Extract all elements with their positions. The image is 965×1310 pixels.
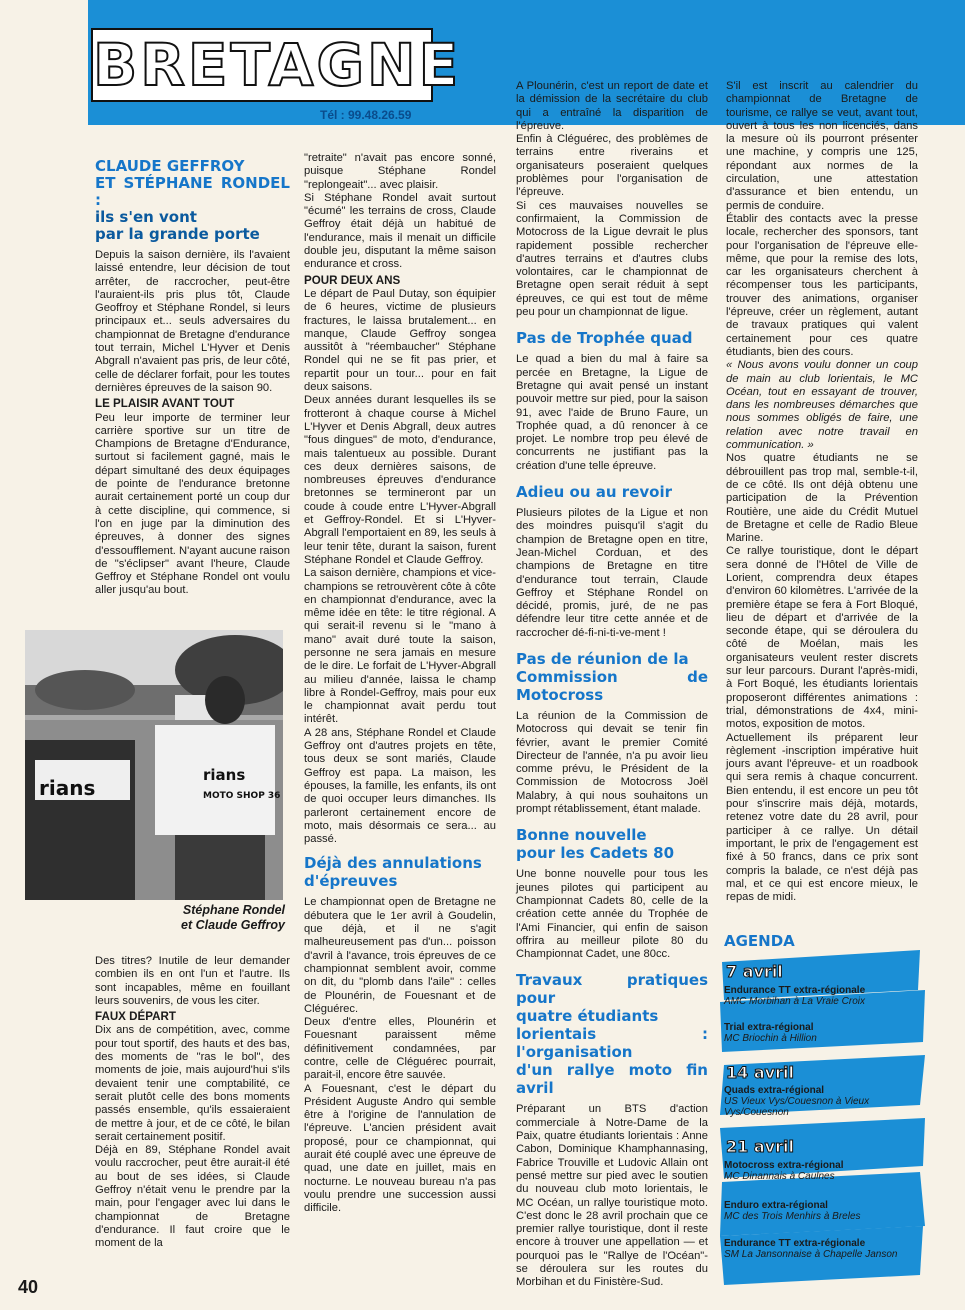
event-venue: US Vieux Vys/Couesnon à Vieux Vys/Couesnon [724, 1096, 870, 1118]
paragraph: Plusieurs pilotes de la Ligue et non des moindres puisqu'il s'agit du champion de Bretagne open en titre, Jean-Michel Corduan, et des champions de Bretagne en titre d'endurance tout terrain, Claude Geffroy et Stéphane Rondel on décidé, promis, juré, de ne pas défendre leur titre cette année et de raccrocher dé-fi-ni-ti-ve-ment ! [516, 507, 708, 639]
headline-line: quatre étudiants [516, 1007, 659, 1026]
agenda-event [724, 1160, 914, 1182]
paragraph: Le départ de Paul Dutay, son équipier de 6 heures, victime de plusieurs fractures, le laissa brutalement... en manque, Claude Geffroy songea aussitôt à "réembaucher" Stéphane Rondel qui ne se fit pas prier, et repartit pour un tour... pour en fait deux saisons. [304, 287, 496, 394]
headline-line: par la grande porte [95, 225, 260, 243]
column-3 [516, 80, 708, 1290]
paragraph: La réunion de la Commission de Motocross qui devait se tenir fin février, avant le premier Comité Directeur de l'année, n'a pu avoir lieu comme prévu, le Président de la Commission de Motocross Joël Malabry, à qui nous souhaitons un prompt rétablissement, étant malade. [516, 709, 708, 816]
headline-reunion [516, 650, 708, 704]
photo-caption [120, 903, 285, 933]
event-venue: AMC Morbihan à La Vraie Croix [724, 996, 865, 1007]
headline-line: Travaux pratiques pour [516, 971, 708, 1008]
paragraph: Le championnat open de Bretagne ne débutera que le 1er avril à Goudelin, que déjà, et il ne s'agit malheureusement pas d'un... poisson d'avril à l'avance, trois épreuves de ce championnat semblent avoir, comme on dit, du "plomb dans l'aile" : celles de Plounérin, de Fouesnant et de Cléguérec. [304, 896, 496, 1015]
headline-line: d'un rallye moto fin avril [516, 1061, 708, 1098]
event-venue: SM La Jansonnaise à Chapelle Janson [724, 1249, 898, 1260]
headline-1 [95, 158, 290, 243]
headline-line: Commission de Motocross [516, 667, 708, 704]
agenda-event [724, 1200, 914, 1222]
agenda-event [724, 1238, 919, 1260]
event-type: Endurance TT extra-régionale [724, 985, 866, 996]
quote: « Nous avons voulu donner un coup de main au club lorientais, le MC Océan, tout en essayant de trouver, dans les nombreuses démarches que nous sommes obligés de faire, une relation avec notre travail en communication. » [726, 359, 918, 452]
event-venue: MC des Trois Menhirs à Breles [724, 1211, 861, 1222]
event-type: Enduro extra-régional [724, 1200, 828, 1211]
paragraph: Nos quatre étudiants ne se débrouillent pas trop mal, semble-t-il, de ce côté. Ils ont déjà obtenu une participation de la Prévention Routière, une aide du Crédit Mutuel de Bretagne et celle de Radio Bleue Marine. [726, 452, 918, 545]
headline-line: Déjà des annulations [304, 854, 482, 873]
paragraph: Établir des contacts avec la presse locale, rechercher des sponsors, tant pour l'organisation de l'épreuve elle-même, que pour la remise des lots, car les organisateurs cherchent à récompenser tous les participants, trouver des animations, organiser l'épreuve, créer un règlement, autant de travaux pratiques qui valent certainement pour ces quatre étudiants, bien des cours. [726, 212, 918, 358]
caption-line: et Claude Geffroy [181, 918, 285, 932]
paragraph: S'il est inscrit au calendrier du championnat de Bretagne de tourisme, ce rallye se veut, avant tout, ouvert à tous les non licenciés, dans la mesure où ils pourront présenter une machine, y compris une 125, répondant aux normes de la circulation, une attestation d'assurance et bien entendu, un permis de conduire. [726, 80, 918, 212]
paragraph: Depuis la saison dernière, ils l'avaient laissé entendre, leur décision de tout arrêter, de raccrocher, peut-être l'auraient-ils pris plus tôt, Claude Geoffroy et Stéphane Rondel, si leurs principaux et... seuls adversaires du championnat de Bretagne d'endurance tout terrain, Michel L'Hyver et Denis Abgrall n'avaient pas pris, de leur côté, celle de déclarer forfait, pour les toutes dernières épreuves de la saison 90. [95, 249, 290, 394]
paragraph: Si Stéphane Rondel avait surtout "écumé" les terrains de cross, Claude Geffroy était déjà un habitué de l'endurance, mais il menait un difficile double jeu, disputant la même saison endurance et cross. [304, 191, 496, 271]
agenda-event [724, 1022, 914, 1044]
headline-line: d'épreuves [304, 872, 398, 891]
phone-number: Tél : 99.48.26.59 [320, 108, 412, 122]
headline-line: ils s'en vont [95, 208, 197, 226]
subheading: POUR DEUX ANS [304, 273, 401, 287]
paragraph: Le quad a bien du mal à faire sa percée en Bretagne, la Ligue de Bretagne qui avait pensé un instant pouvoir mettre sur pied, pour la saison 91, avec l'aide de Bruno Faure, un Trophée quad, a dû renoncer à ce projet. Le nombre trop peu élevé de concurrents ne justifiant pas la création d'une telle épreuve. [516, 353, 708, 472]
agenda-date: 21 avril [726, 1137, 794, 1156]
paragraph: Peu leur importe de terminer leur carrière sportive sur un titre de Champions de Bretagne d'Endurance, surtout si facilement gagné, mais le départ simultané des deux équipages de pointe de l'endurance bretonne aurait certainement porté un coup dur à cette discipline, qui commence, si l'on en juge par la diminution des épreuves, à donner des signes d'essoufflement. N'ayant aucune raison de "s'éclipser" avant l'heure, Claude Geffroy et Stéphane Rondel ont voulu aller jusqu'au bout. [95, 411, 290, 597]
event-venue: MC Dinannais à Caulnes [724, 1171, 835, 1182]
headline-line: ET STÉPHANE RONDEL : [95, 174, 290, 209]
headline-cadets [516, 826, 708, 862]
event-venue: MC Briochin à Hillion [724, 1033, 817, 1044]
agenda-title: AGENDA [724, 932, 795, 950]
headline-line: pour les Cadets 80 [516, 844, 675, 863]
shirt-text: rians [39, 776, 96, 800]
shirt-text: MOTO SHOP 36 [203, 791, 281, 801]
headline-line: Bonne nouvelle [516, 826, 647, 845]
photo-riders [25, 630, 283, 900]
event-type: Endurance TT extra-régionale [724, 1238, 866, 1249]
paragraph: A Fouesnant, c'est le départ du Président Auguste Andro qui semble être à l'origine de l'annulation de l'épreuve. L'ancien président avait proposé, pour ce championnat, qui aurait été couplé avec une épreuve de quad, une date en juillet, mais en nocturne. Le nouveau bureau n'a pas voulu prendre une succession aussi difficile. [304, 1082, 496, 1215]
column-2 [304, 152, 496, 1216]
event-type: Motocross extra-régional [724, 1160, 844, 1171]
caption-line: Stéphane Rondel [182, 903, 285, 917]
paragraph: Enfin à Cléguérec, des problèmes de terrains entre riverains et organisateurs poseraient quelques problèmes pour l'organisation de l'épreuve. [516, 133, 708, 199]
headline-travaux [516, 971, 708, 1097]
section-title: BRETAGNE [93, 31, 462, 99]
paragraph: La saison dernière, champions et vice-champions se retrouvèrent côte à côte en championnat d'endurance, avec la même idée en tête: le titre régional. A qui serait-il revenu si le "mano à mano" avait duré toute la saison, personne ne sera jamais en mesure de le dire. Le forfait de L'Hyver-Abgrall au milieu d'année, laissa le champ libre à Rondel-Geffroy, mais pour eux le championnat avait perdu tout intérêt. [304, 567, 496, 726]
paragraph: A Plounérin, c'est un report de date et la démission de la secrétaire du club qui a entraîné la disparition de l'épreuve. [516, 80, 708, 132]
headline-adieu: Adieu ou au revoir [516, 483, 672, 502]
section-title-box [91, 28, 462, 102]
agenda-date: 7 avril [726, 962, 783, 981]
column-1 [95, 158, 290, 598]
agenda-event [724, 985, 914, 1007]
paragraph: Deux années durant lesquelles ils se frotteront à chaque course à Michel L'Hyver et Denis Abgrall, deux autres "fous dingues" de moto, d'endurance, mais talentueux au possible. Durant ces deux dernières saisons, de nombreuses épreuves d'endurance bretonnes se termineront par un coude à coude entre L'Hyver-Abgrall et Geffroy-Rondel. Et si L'Hyver-Abgrall l'emportaient en 89, les seuls à leur tenir tête, durant la saison, furent Stéphane Rondel et Claude Geffroy. [304, 394, 496, 566]
paragraph: Ce rallye touristique, dont le départ sera donné de l'Hôtel de Ville de Lorient, comprendra deux étapes d'environ 60 kilomètres. L'arrivée de la première étape se fera à Fort Bloqué, lieu de départ et d'arrivée de la seconde étape, qui se déroulera du côté de Moélan, mais les organisateurs veulent rester discrets sur leur parcours. Durant l'après-midi, à Fort Boqué, les étudiants lorientais proposeront différentes animations : trial, démonstrations de 4x4, mini-motos, exposition de motos. [726, 545, 918, 731]
subheading: FAUX DÉPART [95, 1010, 176, 1024]
paragraph: Une bonne nouvelle pour tous les jeunes pilotes qui participent au Championnat Cadets 80, celle de la création cette année du Trophée de l'Ami Financier, qui enfin de saison offrira au meilleur pilote 80 du Championnat Cadet, une 80cc. [516, 868, 708, 961]
event-type: Quads extra-régional [724, 1085, 825, 1096]
subheading: LE PLAISIR AVANT TOUT [95, 397, 235, 411]
paragraph: Deux d'entre elles, Plounérin et Fouesnant paraissent même définitivement condamnées, par contre, celle de Cléguérec pourrait, parait-il, encore être sauvée. [304, 1016, 496, 1082]
agenda-date: 14 avril [726, 1063, 794, 1082]
headline-line: lorientais : l'organisation [516, 1025, 708, 1062]
headline-line: Pas de réunion de la [516, 649, 689, 668]
paragraph: Si ces mauvaises nouvelles se confirmaient, la Commission de Motocross de la Ligue devrait le plus rapidement possible rechercher d'autres terrains et d'autres clubs volontaires, car le championnat de Bretagne open serait réduit à sept épreuves, ce qui est tout de même peu pour un championnat de ligue. [516, 199, 708, 319]
event-type: Trial extra-régional [724, 1022, 814, 1033]
paragraph: A 28 ans, Stéphane Rondel et Claude Geffroy ont d'autres projets en tête, tous deux se sont mariés, Claude Geffroy est papa. La maison, les épouses, la famille, les enfants, ils ont de quoi occuper leurs dimanches. Ils parleront certainement encore de moto, mais désormais ce sera... au passé. [304, 726, 496, 846]
shirt-text: rians [203, 766, 246, 784]
agenda-box [720, 930, 925, 1295]
headline-annulations [304, 854, 496, 890]
headline-trophee-quad: Pas de Trophée quad [516, 329, 693, 348]
headline-line: CLAUDE GEFFROY [95, 157, 245, 175]
paragraph: Des titres? Inutile de leur demander combien ils en ont l'un et l'autre. Ils sont incapables, même en fouillant leurs souvenirs, de vous les citer. [95, 955, 290, 1007]
column-1-bottom [95, 955, 290, 1251]
agenda-event [724, 1085, 919, 1118]
paragraph: Préparant un BTS d'action commerciale à Notre-Dame de la Paix, quatre étudiants lorientais : Anne Cabon, Dominique Khamphannasing, Fabrice Trouville et Ludovic Allain ont pensé mettre sur pied avec le soutien du nouveau club moto lorientais, le MC Océan, un rallye touristique moto. C'est donc le 28 avril prochain que ce premier rallye touristique, dont il reste encore à trouver une appellation — et pourquoi pas le "Rallye de l'Océan"- se déroulera sur les routes du Morbihan et du Finistère-Sud. [516, 1103, 708, 1289]
paragraph: Actuellement ils préparent leur règlement -inscription impérative huit jours avant l'épreuve- et un roadbook qui sera remis à chaque concurrent. Bien entendu, il est encore un peu tôt pour s'inscrire mais déjà, motards, retenez votre date du 28 avril, pour participer à ce rallye. Un détail important, le prix de l'engagement est fixé à 50 francs, dans ce prix sont compris la balade, ce n'est déjà pas mal, et ce qui est encore mieux, le repas de midi. [726, 731, 918, 904]
column-4 [726, 80, 918, 904]
page-number: 40 [18, 1277, 39, 1297]
paragraph: Dix ans de compétition, avec, comme pour tout sportif, des hauts et des bas, des moments de "ras le bol", des moments de joie, mais aujourd'hui s'ils devaient tenir une comptabilité, ce serait plutôt celle des bons moments passés ensemble, qu'ils essaieraient de mettre à jour, et de ce côté, le bilan serait certainement positif. [95, 1024, 290, 1143]
paragraph: "retraite" n'avait pas encore sonné, puisque Stéphane Rondel "replongeait"... avec plaisir. [304, 152, 496, 191]
paragraph: Déjà en 89, Stéphane Rondel avait voulu raccrocher, peut être aurait-il été au bout de ses idées, si Claude Geffroy n'était venu le prendre par la main, pour l'engager avec lui dans le championnat de Bretagne d'endurance. Il faut croire que le moment de la [95, 1144, 290, 1250]
